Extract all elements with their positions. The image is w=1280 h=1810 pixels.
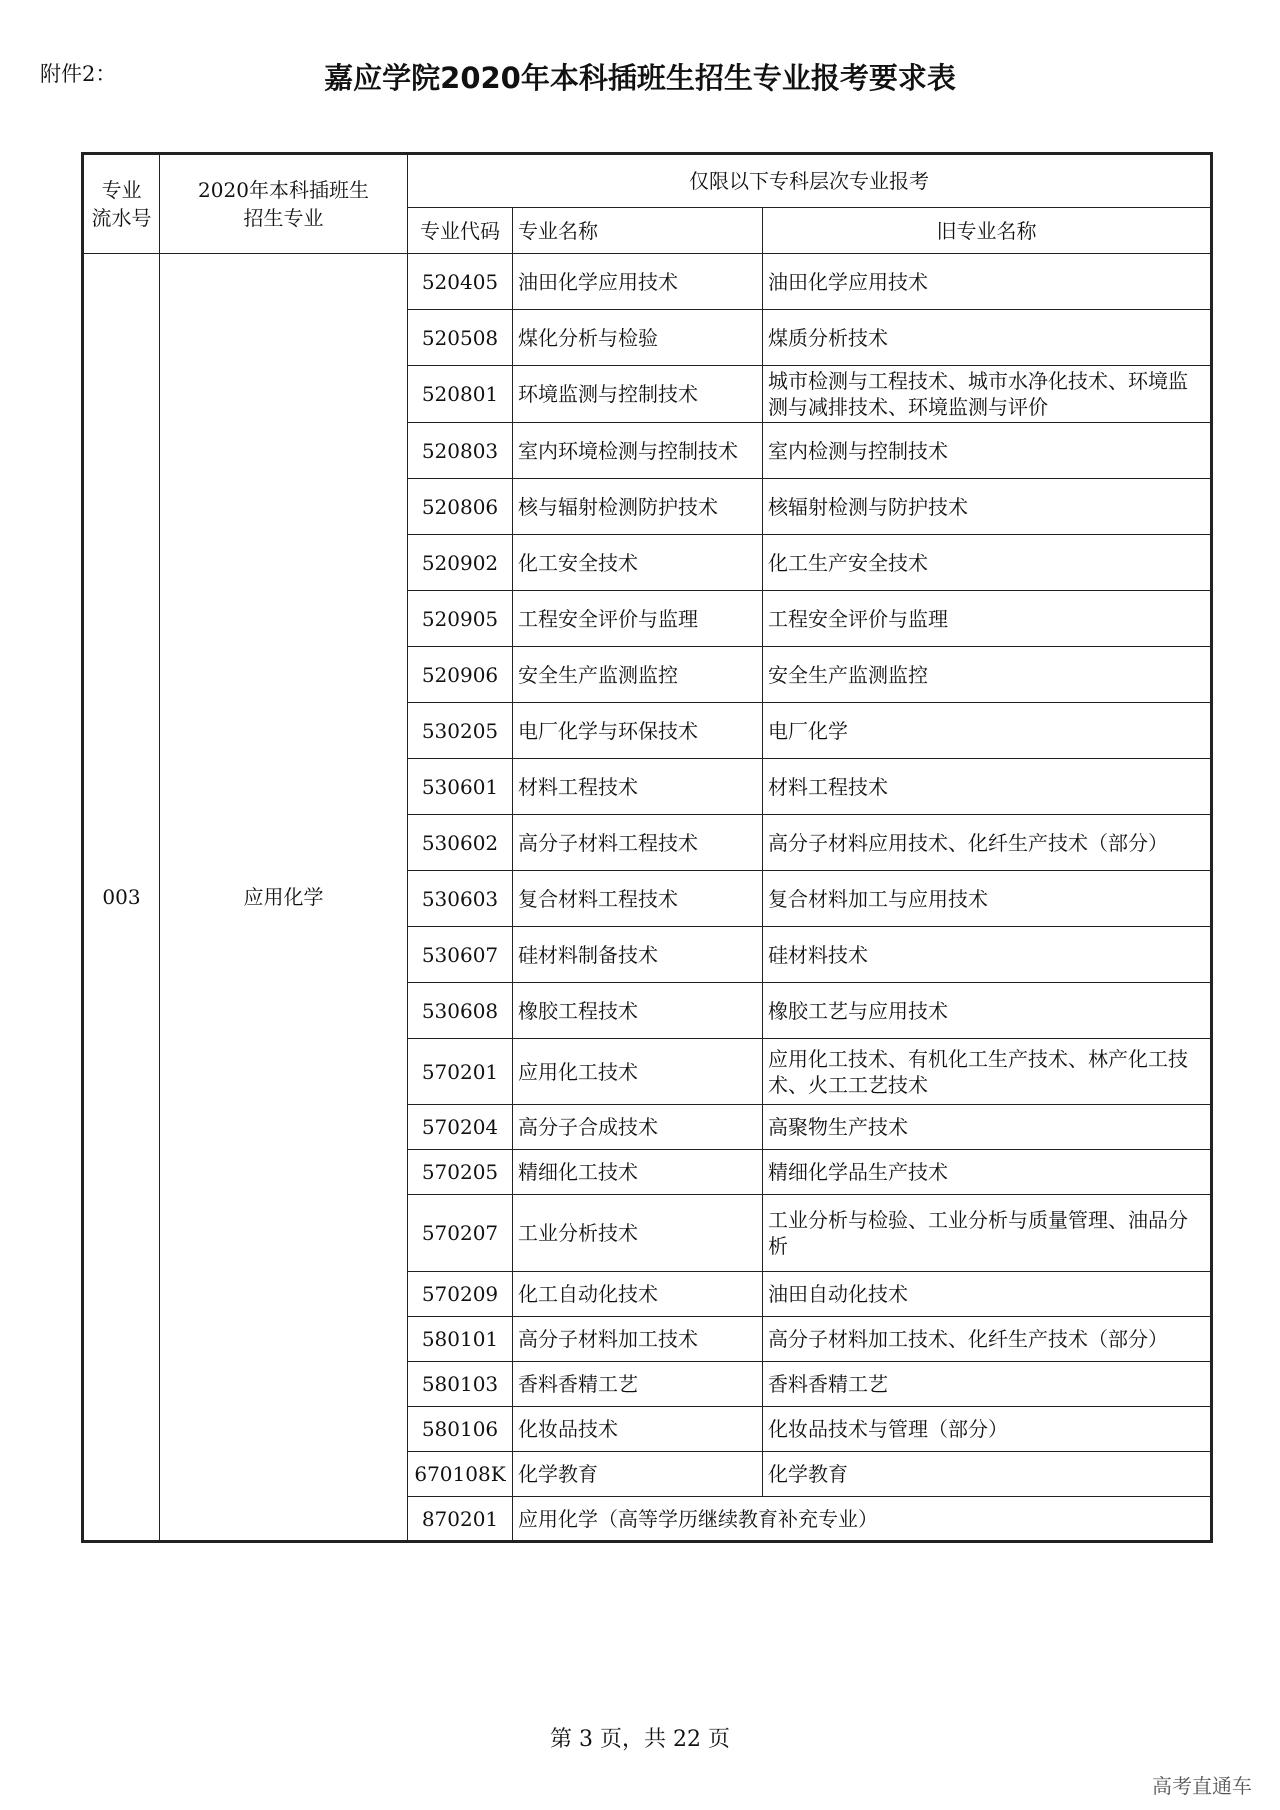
old-major-name: 电厂化学 [763,703,1212,759]
old-major-name: 材料工程技术 [763,759,1212,815]
old-major-name: 高分子材料加工技术、化纤生产技术（部分） [763,1317,1212,1362]
old-major-name: 城市检测与工程技术、城市水净化技术、环境监测与减排技术、环境监测与评价 [763,366,1212,423]
old-major-name: 化工生产安全技术 [763,535,1212,591]
serial-number: 003 [83,254,160,1542]
table-row [83,254,1212,310]
old-major-name: 核辐射检测与防护技术 [763,479,1212,535]
old-major-name: 工业分析与检验、工业分析与质量管理、油品分析 [763,1195,1212,1272]
major-name: 室内环境检测与控制技术 [513,423,763,479]
major-name: 高分子材料加工技术 [513,1317,763,1362]
old-major-name: 油田自动化技术 [763,1272,1212,1317]
major-code: 580101 [408,1317,513,1362]
major-code: 520902 [408,535,513,591]
major-code: 520801 [408,366,513,423]
major-code: 520806 [408,479,513,535]
major-name: 化妆品技术 [513,1407,763,1452]
major-code: 570204 [408,1105,513,1150]
old-major-name: 室内检测与控制技术 [763,423,1212,479]
old-major-name: 应用化工技术、有机化工生产技术、林产化工技术、火工工艺技术 [763,1039,1212,1105]
old-major-name: 高分子材料应用技术、化纤生产技术（部分） [763,815,1212,871]
major-code: 530603 [408,871,513,927]
major-name: 高分子合成技术 [513,1105,763,1150]
old-major-name: 橡胶工艺与应用技术 [763,983,1212,1039]
old-major-name: 精细化学品生产技术 [763,1150,1212,1195]
header-group: 仅限以下专科层次专业报考 [408,154,1212,208]
major-name: 复合材料工程技术 [513,871,763,927]
major-code: 530205 [408,703,513,759]
major-code: 870201 [408,1497,513,1542]
header-major: 2020年本科插班生 招生专业 [160,154,408,254]
major-code: 520508 [408,310,513,366]
major-name: 香料香精工艺 [513,1362,763,1407]
old-major-name: 油田化学应用技术 [763,254,1212,310]
major-name: 环境监测与控制技术 [513,366,763,423]
old-major-name: 煤质分析技术 [763,310,1212,366]
major-name: 安全生产监测监控 [513,647,763,703]
old-major-name: 安全生产监测监控 [763,647,1212,703]
header-name: 专业名称 [513,208,763,254]
old-major-name: 香料香精工艺 [763,1362,1212,1407]
major-name: 油田化学应用技术 [513,254,763,310]
old-major-name: 高聚物生产技术 [763,1105,1212,1150]
old-major-name: 复合材料加工与应用技术 [763,871,1212,927]
old-major-name: 化学教育 [763,1452,1212,1497]
major-code: 520803 [408,423,513,479]
major-code: 570205 [408,1150,513,1195]
major-code: 580103 [408,1362,513,1407]
major-code: 530607 [408,927,513,983]
major-name: 化工自动化技术 [513,1272,763,1317]
header-code: 专业代码 [408,208,513,254]
major-name: 工程安全评价与监理 [513,591,763,647]
header-old-name: 旧专业名称 [763,208,1212,254]
major-code: 570209 [408,1272,513,1317]
enrollment-major: 应用化学 [160,254,408,1542]
major-name: 硅材料制备技术 [513,927,763,983]
major-code: 570201 [408,1039,513,1105]
major-code: 570207 [408,1195,513,1272]
major-name: 电厂化学与环保技术 [513,703,763,759]
major-code: 520906 [408,647,513,703]
major-code: 530601 [408,759,513,815]
old-major-name: 硅材料技术 [763,927,1212,983]
attachment-label: 附件2： [40,62,117,86]
major-code: 530608 [408,983,513,1039]
requirements-table [81,152,1213,1543]
header-serial: 专业 流水号 [83,154,160,254]
page-title: 嘉应学院2020年本科插班生招生专业报考要求表 [324,61,956,95]
old-major-name: 化妆品技术与管理（部分） [763,1407,1212,1452]
major-code: 520905 [408,591,513,647]
major-name: 化工安全技术 [513,535,763,591]
major-code: 520405 [408,254,513,310]
major-code: 670108K [408,1452,513,1497]
major-name: 橡胶工程技术 [513,983,763,1039]
page-footer: 第 3 页，共 22 页 [550,1727,730,1752]
major-name: 高分子材料工程技术 [513,815,763,871]
major-name: 应用化学（高等学历继续教育补充专业） [513,1497,1212,1542]
major-code: 580106 [408,1407,513,1452]
major-name: 工业分析技术 [513,1195,763,1272]
major-name: 精细化工技术 [513,1150,763,1195]
major-name: 煤化分析与检验 [513,310,763,366]
watermark: 高考直通车 [1152,1774,1252,1798]
major-name: 材料工程技术 [513,759,763,815]
major-name: 化学教育 [513,1452,763,1497]
major-code: 530602 [408,815,513,871]
major-name: 应用化工技术 [513,1039,763,1105]
major-name: 核与辐射检测防护技术 [513,479,763,535]
old-major-name: 工程安全评价与监理 [763,591,1212,647]
